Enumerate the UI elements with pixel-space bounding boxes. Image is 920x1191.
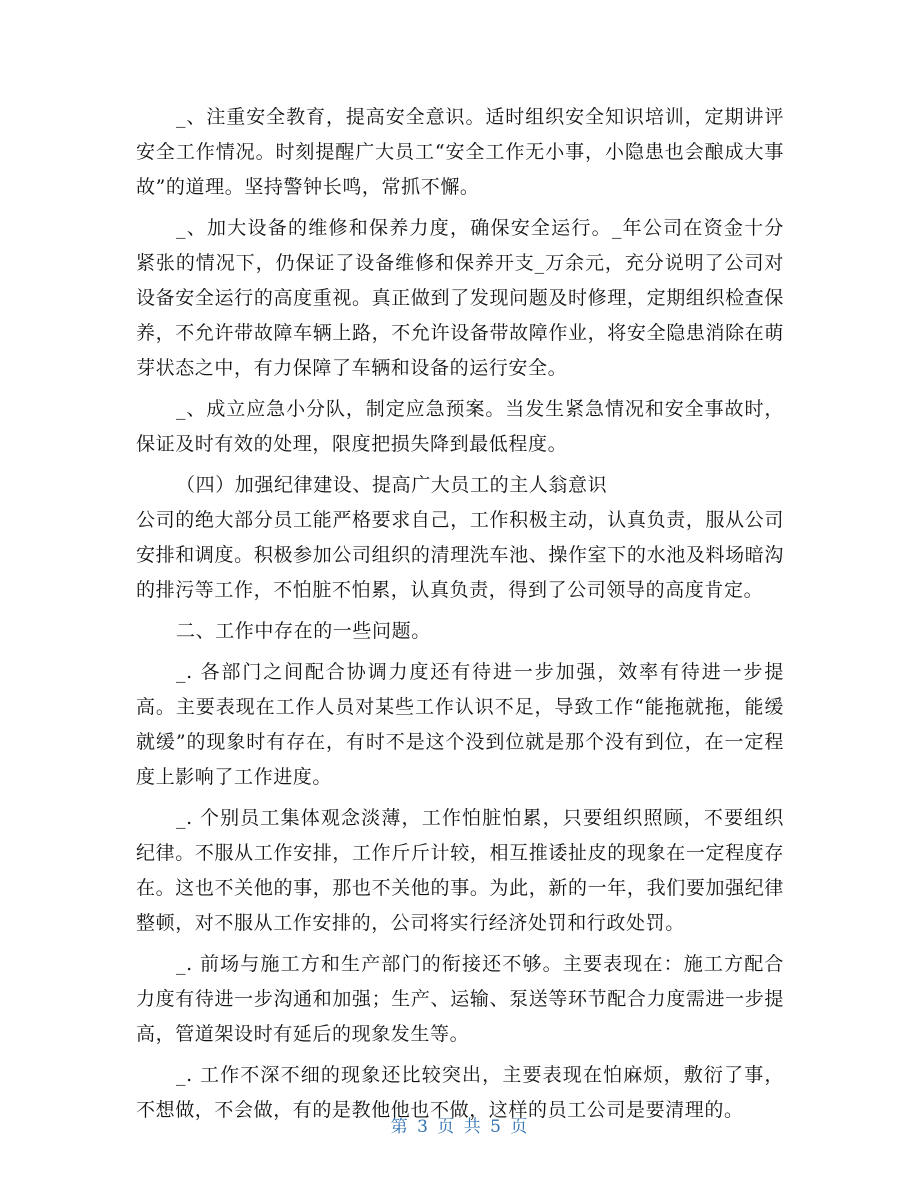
paragraph-problem-coordination: _. 各部门之间配合协调力度还有待进一步加强，效率有待进一步提高。主要表现在工作人员对某些工作认识不足，导致工作“能拖就拖，能缓就缓”的现象时有存在，有时不是这个没到位就是那个没有到位，在一定程度上影响了工作进度。 [136, 661, 784, 788]
paragraph-equipment-maintenance: _、加大设备的维修和保养力度，确保安全运行。_年公司在资金十分紧张的情况下，仍保证了设备维修和保养开支_万余元，充分说明了公司对设备安全运行的高度重视。真正做到了发现问题及时修理，定期组织检查保养，不允许带故障车辆上路，不允许设备带故障作业，将安全隐患消除在萌芽状态之中，有力保障了车辆和设备的运行安全。 [136, 217, 784, 379]
paragraph-problem-discipline [136, 801, 784, 941]
paragraph-problem-discipline-text: _. 个别员工集体观念淡薄，工作怕脏怕累，只要组织照顾，不要组织纪律。不服从工作安排，工作斤斤计较，相互推诿扯皮的现象在一定程度存在。这也不关他的事，那也不关他的事。为此，新的一年，我们要加强纪律整顿，对不服从工作安排的，公司将实行经济处罚和行政处罚。 [136, 807, 784, 934]
section-heading-discipline: （四）加强纪律建设、提高广大员工的主人翁意识 [176, 474, 608, 496]
paragraph-safety-education: _、注重安全教育，提高安全意识。适时组织安全知识培训，定期讲评安全工作情况。时刻提醒广大员工“安全工作无小事，小隐患也会酿成大事故”的道理。坚持警钟长鸣，常抓不懈。 [136, 106, 784, 198]
paragraph-emergency-team: _、成立应急小分队，制定应急预案。当发生紧急情况和安全事故时，保证及时有效的处理，限度把损失降到最低程度。 [136, 398, 784, 455]
paragraph-problem-work-depth: _. 工作不深不细的现象还比较突出，主要表现在怕麻烦，敷衍了事，不想做，不会做，有的是教他他也不做，这样的员工公司是要清理的。 [136, 1064, 784, 1121]
section-heading-problems: 二、工作中存在的一些问题。 [176, 620, 431, 642]
page-footer: 第 3 页 共 5 页 [390, 1117, 530, 1137]
paragraph-staff-performance: 公司的绝大部分员工能严格要求自己，工作积极主动，认真负责，服从公司安排和调度。积极参加公司组织的清理洗车池、操作室下的水池及料场暗沟的排污等工作，不怕脏不怕累，认真负责，得到了公司领导的高度肯定。 [136, 509, 784, 601]
document-body [136, 100, 784, 1134]
paragraph-problem-interface: _. 前场与施工方和生产部门的衔接还不够。主要表现在：施工方配合力度有待进一步沟通和加强；生产、运输、泵送等环节配合力度需进一步提高，管道架设时有延后的现象发生等。 [136, 953, 784, 1045]
